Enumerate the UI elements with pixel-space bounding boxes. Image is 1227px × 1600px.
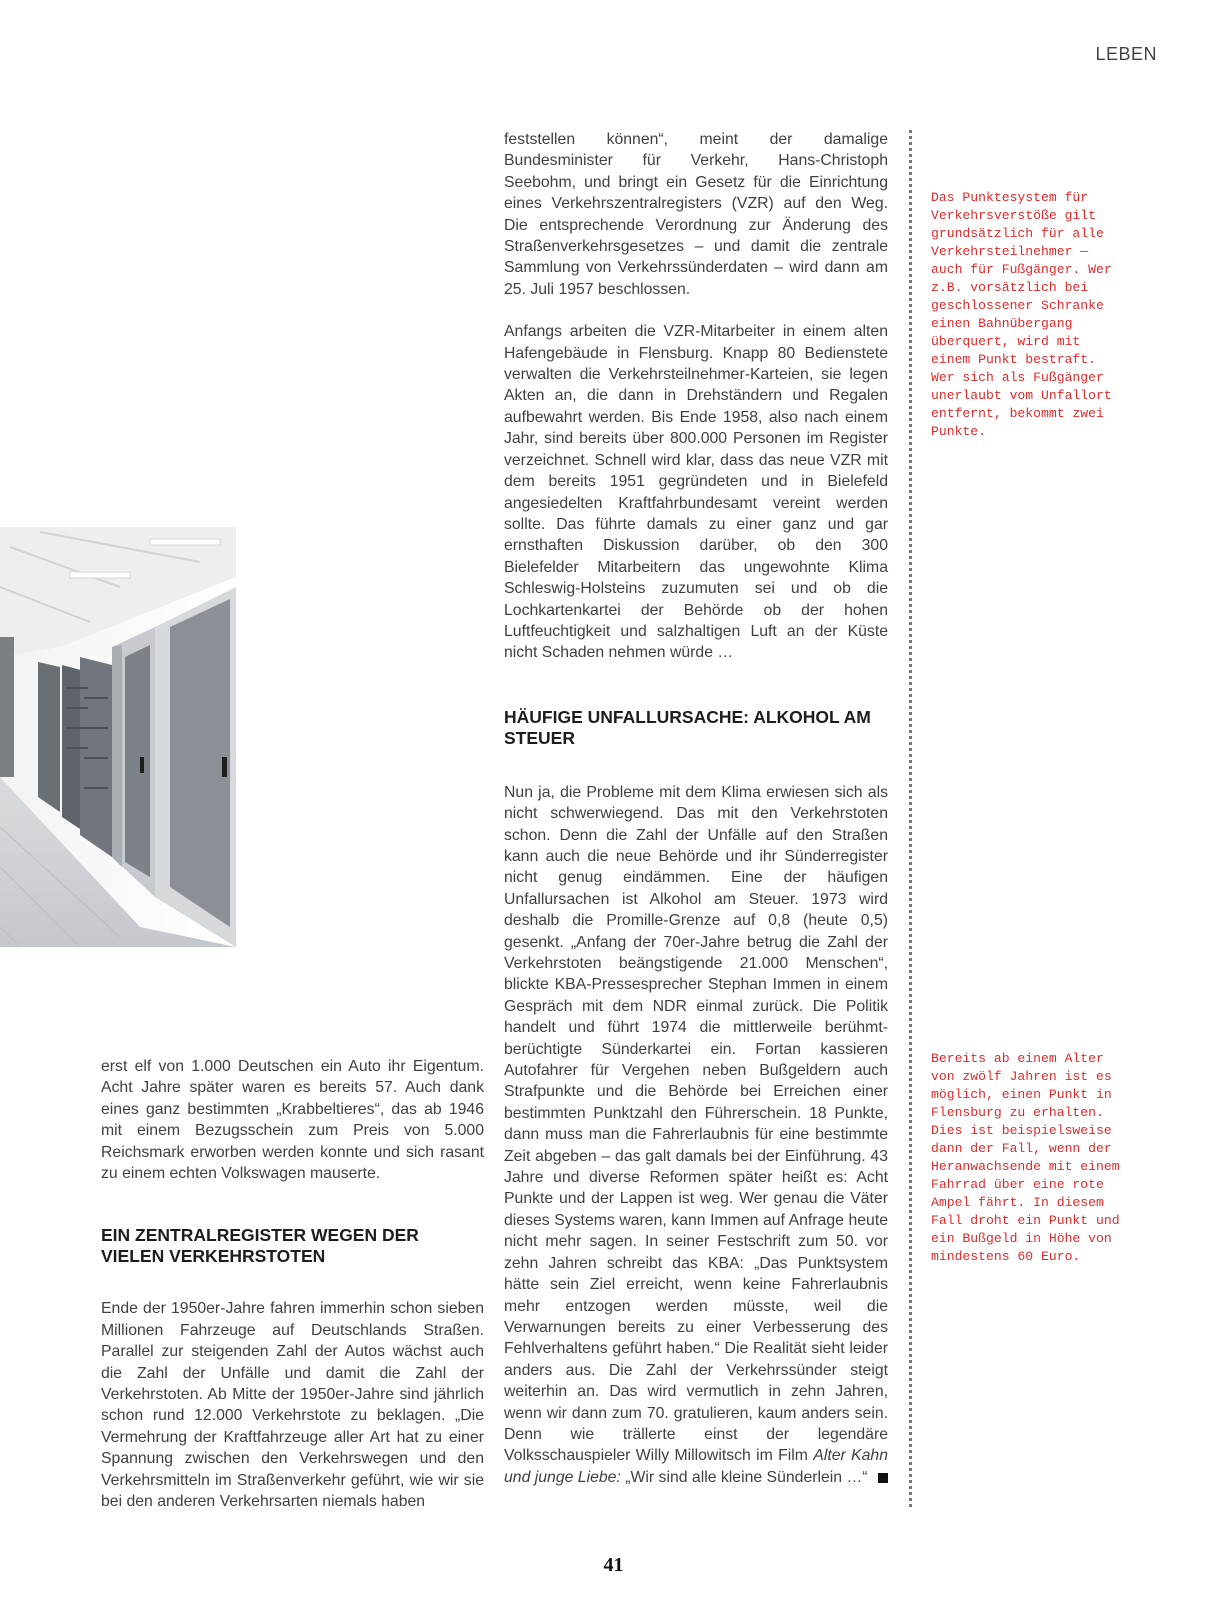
middle-heading: HÄUFIGE UNFALLURSACHE: ALKOHOL AM STEUER [504, 706, 871, 748]
left-heading: EIN ZENTRALREGISTER WEGEN DER VIELEN VERKEHRSTOTEN [101, 1225, 419, 1267]
server-room-photo [0, 527, 236, 947]
server-room-cabinets-icon [0, 527, 236, 947]
left-paragraph-2: Ende der 1950er-Jahre fahren immerhin schon sieben Millionen Fahrzeuge auf Deutschlands Straßen. Parallel zur steigenden Zahl der Autos wächst auch die Zahl der Unfälle und damit die Zahl der Verkehrstoten. Ab Mitte der 1950er-Jahre sind jährlich schon rund 12.000 Verkehrstote zu beklagen. „Die Vermehrung der Kraftfahrzeuge aller Art hat zu einer Spannung zwischen den Verkehrswegen und den Verkehrsmitteln im Straßenverkehr geführt, wie wir sie bei den anderen Verkehrsarten niemals haben [101, 1300, 484, 1511]
section-label: LEBEN [1095, 44, 1157, 64]
paragraph-3-quote: „Wir sind alle kleine Sünderlein …“ [620, 1468, 868, 1486]
dotted-divider [909, 130, 912, 1507]
middle-paragraph-3 [504, 782, 888, 1488]
middle-paragraph-2: Anfangs arbeiten die VZR-Mitarbeiter in einem alten Hafengebäude in Flensburg. Knapp 80 Bedienstete verwalten die Verkehrsteilnehmer-Karteien, sie legen Akten an, die dann in Drehständern und Regalen aufbewahrt werden. Bis Ende 1958, also nach einem Jahr, sind bereits über 800.000 Personen im Register verzeichnet. Schnell wird klar, dass das neue VZR mit dem bereits 1951 gegründeten und in Bielefeld angesiedelten Kraftfahrbundesamt vereint werden sollte. Das führte damals zu einer ganz und gar ernsthaften Diskussion darüber, ob den 300 Bielefelder Mitarbeitern das ungewohnte Klima Schleswig-Holsteins zuzumuten sei und ob die Lochkartenkartei der Behörde ob der hohen Luftfeuchtigkeit und salzhaltigen Luft an der Küste nicht Schaden nehmen würde … [504, 323, 888, 662]
sidebar-note-1: Das Punktesystem für Verkehrsverstöße gilt grundsätzlich für alle Verkehrsteilnehmer — auch für Fußgänger. Wer z.B. vorsätzlich bei geschlossener Schranke einen Bahnübergang überquert, wird mit einem Punkt bestraft. Wer sich als Fußgänger unerlaubt vom Unfallort entfernt, bekommt zwei Punkte. [931, 190, 1112, 439]
middle-paragraph-1: feststellen können“, meint der damalige Bundesminister für Verkehr, Hans-Christoph Seebohm, und bringt ein Gesetz für die Einrichtung eines Verkehrszentralregisters (VZR) auf den Weg. Die entsprechende Verordnung zur Änderung des Straßenverkehrsgesetzes – und damit die zentrale Sammlung von Verkehrssünderdaten – wird dann am 25. Juli 1957 beschlossen. [504, 131, 888, 298]
paragraph-3-text: Nun ja, die Probleme mit dem Klima erwiesen sich als nicht schwerwiegend. Das mit den Verkehrstoten schon. Denn die Zahl der Unfälle auf den Straßen kann auch die neue Behörde und ihr Sünderregister nicht genug eindämmen. Eine der häufigen Unfallursachen ist Alkohol am Steuer. 1973 wird deshalb die Promille-Grenze auf 0,8 (heute 0,5) gesenkt. „Anfang der 70er-Jahre betrug die Zahl der Verkehrstoten beängstigende 21.000 Menschen“, blickte KBA-Pressesprecher Stephan Immen in einem Gespräch mit dem NDR einmal zurück. Die Politik handelt und führt 1974 die mittlerweile berühmt-berüchtigte Sünderkartei ein. Fortan kassieren Autofahrer für Vergehen neben Bußgeldern auch Strafpunkte und die Behörde bei Erreichen einer bestimmten Punktzahl den Führerschein. 18 Punkte, dann muss man die Fahrerlaubnis für eine bestimmte Zeit abgeben – das galt damals bei der Einführung. 43 Jahre und diverse Reformen später heißt es: Acht Punkte und der Lappen ist weg. Wer genau die Väter dieses Systems waren, kann Immen auf Anfrage heute nicht mehr sagen. In seiner Festschrift zum 50. vor zehn Jahren schreibt das KBA: „Das Punktsystem hätte sein Ziel erreicht, wenn keine Fahrerlaubnis mehr entzogen werden müsste, weil die Verwarnungen bereits zu einer Verbesserung des Fehlverhaltens geführt haben.“ Die Realität sieht leider anders aus. Die Zahl der Verkehrssünder steigt weiterhin an. Das wird vermutlich in zehn Jahren, wenn wir dann zum 70. gratulieren, kaum anders sein. Denn wie trällerte einst der legendäre Volksschauspieler Willy Millowitsch im Film [504, 783, 888, 1465]
left-paragraph-1: erst elf von 1.000 Deutschen ein Auto ihr Eigentum. Acht Jahre später waren es bereits 57. Auch dank eines ganz bestimmten „Krabbeltieres“, das ab 1946 mit einem Bezugsschein zum Preis von 5.000 Reichsmark erworben werden konnte und sich rasant zu einem echten Volkswagen mauserte. [101, 1058, 484, 1183]
end-of-article-icon [878, 1473, 888, 1483]
film-title: Alter Kahn und junge Liebe: [504, 1447, 888, 1486]
sidebar-note-2: Bereits ab einem Alter von zwölf Jahren ist es möglich, einen Punkt in Flensburg zu erhalten. Dies ist beispielsweise dann der Fall, wenn der Heranwachsende mit einem Fahrrad über eine rote Ampel fährt. In diesem Fall droht ein Punkt und ein Bußgeld in Höhe von mindestens 60 Euro. [931, 1051, 1120, 1264]
left-column [101, 1056, 484, 1513]
middle-column [504, 129, 888, 1488]
page-number: 41 [603, 1554, 624, 1576]
